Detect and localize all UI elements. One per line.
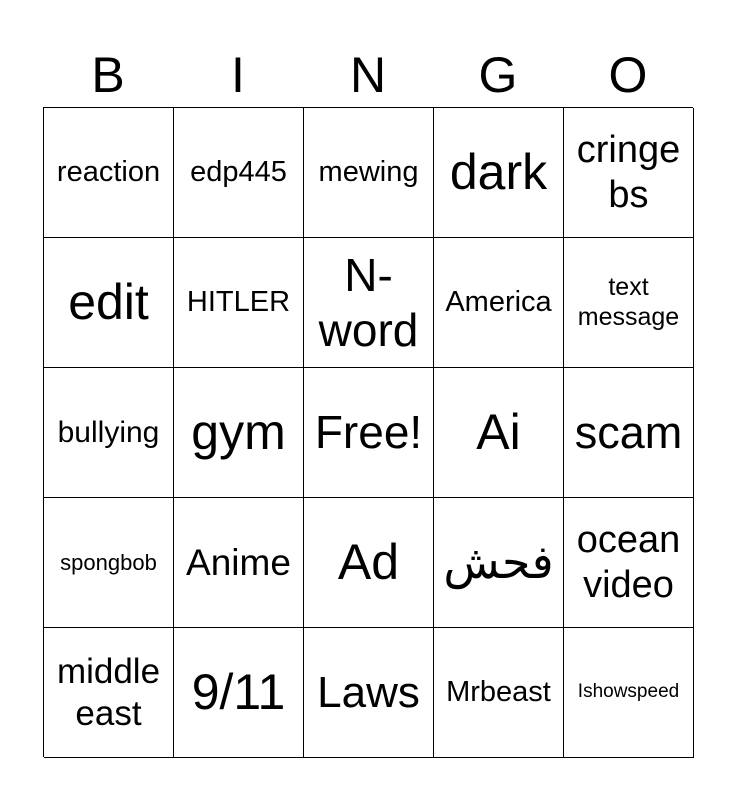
- bingo-cell-label: edit: [68, 274, 149, 330]
- header-letter-g: G: [478, 47, 518, 103]
- bingo-cell-label: scam: [574, 406, 683, 458]
- bingo-cell-label: Laws: [317, 667, 420, 717]
- bingo-cell-label: 9/11: [191, 664, 286, 720]
- bingo-cell[interactable]: [304, 628, 434, 758]
- bingo-cell-label: N-word: [318, 249, 419, 356]
- bingo-cell[interactable]: [304, 108, 434, 238]
- bingo-cell[interactable]: [174, 498, 304, 628]
- bingo-cell-label: dark: [449, 144, 548, 200]
- bingo-cell[interactable]: [174, 628, 304, 758]
- bingo-cell-label: text message: [577, 273, 680, 331]
- bingo-cell-label: America: [445, 286, 552, 319]
- bingo-cell[interactable]: [564, 628, 694, 758]
- bingo-cell-label: reaction: [56, 156, 161, 189]
- bingo-free-cell[interactable]: [304, 368, 434, 498]
- bingo-card-grid: [43, 107, 693, 757]
- bingo-cell-label: Ai: [476, 404, 521, 460]
- bingo-cell[interactable]: [434, 498, 564, 628]
- bingo-cell[interactable]: [174, 368, 304, 498]
- bingo-cell[interactable]: [564, 368, 694, 498]
- bingo-cell-label: HITLER: [186, 286, 291, 319]
- bingo-cell[interactable]: [434, 108, 564, 238]
- bingo-cell-label: mewing: [318, 156, 419, 189]
- bingo-cell[interactable]: [564, 108, 694, 238]
- bingo-cell[interactable]: [304, 238, 434, 368]
- bingo-cell[interactable]: [44, 368, 174, 498]
- bingo-cell[interactable]: [44, 628, 174, 758]
- bingo-cell-label: cringe bs: [576, 128, 681, 216]
- bingo-cell[interactable]: [174, 238, 304, 368]
- bingo-cell-label: Ishowspeed: [577, 681, 680, 703]
- bingo-cell-label: middle east: [56, 652, 161, 733]
- bingo-cell-label: Free!: [314, 406, 423, 459]
- bingo-cell-label: bullying: [57, 415, 160, 449]
- bingo-cell[interactable]: [564, 498, 694, 628]
- bingo-cell-label: ocean video: [576, 518, 681, 606]
- bingo-cell[interactable]: [44, 498, 174, 628]
- bingo-cell[interactable]: [304, 498, 434, 628]
- bingo-header: [43, 42, 693, 108]
- bingo-cell[interactable]: [174, 108, 304, 238]
- bingo-cell[interactable]: [434, 628, 564, 758]
- bingo-cell-label: Ad: [337, 534, 400, 590]
- bingo-cell-label: spongbob: [60, 549, 157, 575]
- header-letter-o: O: [608, 47, 648, 103]
- bingo-cell[interactable]: [44, 238, 174, 368]
- bingo-cell-label: Anime: [186, 541, 291, 583]
- bingo-cell[interactable]: [434, 238, 564, 368]
- bingo-cell[interactable]: [564, 238, 694, 368]
- header-letter-n: N: [349, 47, 387, 103]
- bingo-cell[interactable]: [44, 108, 174, 238]
- header-letter-b: B: [91, 47, 125, 103]
- bingo-cell-label: gym: [191, 404, 286, 460]
- bingo-cell-label: Mrbeast: [446, 676, 551, 709]
- header-letter-i: I: [231, 47, 245, 103]
- bingo-cell-label: فحش: [443, 536, 554, 589]
- bingo-cell[interactable]: [434, 368, 564, 498]
- bingo-cell-label: edp445: [190, 156, 287, 189]
